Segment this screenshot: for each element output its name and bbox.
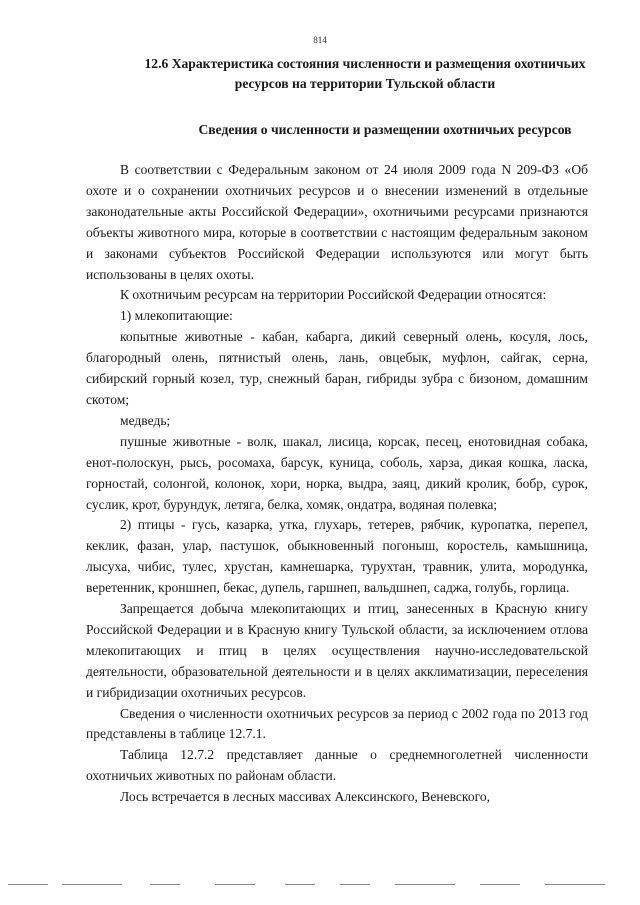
paragraph-intro: В соответствии с Федеральным законом от 24 июля 2009 года N 209-ФЗ «Об охоте и о сохранении охотничьих ресурсов и о внесении изменений в отдельные законодательные акты Российской Федерации», охотничьими ресурсами признаются объекты животного мира, которые в соответствии с настоящим федеральным законом и законами субъектов Российской Федерации используются или могут быть использованы в целях охоты. bbox=[86, 162, 588, 282]
paragraph-mammals: 1) млекопитающие: bbox=[120, 308, 233, 324]
section-heading: 12.6 Характеристика состояния численности и размещения охотничьих ресурсов на территории Тульской области bbox=[144, 56, 586, 91]
paragraph-ungulates: копытные животные - кабан, кабарга, дикий северный олень, косуля, лось, благородный олень, пятнистый олень, лань, овцебык, муфлон, сайгак, серна, сибирский горный козел, тур, снежный баран, гибриды зубра с бизоном, домашним скотом; bbox=[86, 329, 588, 407]
paragraph-bear: медведь; bbox=[120, 412, 171, 428]
paragraph-birds: 2) птицы - гусь, казарка, утка, глухарь, тетерев, рябчик, куропатка, перепел, кеклик, фазан, улар, пастушок, обыкновенный погоныш, коростель, камышница, лысуха, чибис, тулес, хрустан, камнешарка, турухтан, травник, улита, мородунка, веретенник, кроншнеп, бекас, дупель, гаршнеп, вальдшнеп, саджа, голубь, горлица. bbox=[86, 517, 588, 596]
paragraph-prohibition: Запрещается добыча млекопитающих и птиц, занесенных в Красную книгу Российской Федерации и в Красную книгу Тульской области, за исключением отлова млекопитающих и птиц в целях осуществления научно-исследовательской деятельности, образовательной деятельности и в целях акклиматизации, переселения и гибридизации охотничьих ресурсов. bbox=[86, 601, 588, 700]
paragraph-moose: Лось встречается в лесных массивах Алексинского, Веневского, bbox=[120, 789, 490, 805]
page-number: 814 bbox=[313, 35, 327, 45]
body-text bbox=[86, 160, 588, 808]
sub-heading: Сведения о численности и размещении охотничьих ресурсов bbox=[198, 122, 572, 137]
paragraph-fur-animals: пушные животные - волк, шакал, лисица, корсак, песец, енотовидная собака, енот-полоскун, рысь, росомаха, барсук, куница, соболь, харза, дикая кошка, ласка, горностай, солонгой, колонок, хори, норка, выдра, заяц, дикий кролик, бобр, сурок, суслик, крот, бурундук, летяга, белка, хомяк, ондатра, водяная полевка; bbox=[86, 433, 588, 512]
scan-artifact-line bbox=[0, 884, 640, 888]
paragraph-table-1: Сведения о численности охотничьих ресурсов за период с 2002 года по 2013 год представлены в таблице 12.7.1. bbox=[86, 705, 588, 742]
paragraph-table-2: Таблица 12.7.2 представляет данные о среднемноголетней численности охотничьих животных по районам области. bbox=[86, 747, 588, 784]
paragraph-resources: К охотничьим ресурсам на территории Российской Федерации относятся: bbox=[120, 287, 547, 303]
